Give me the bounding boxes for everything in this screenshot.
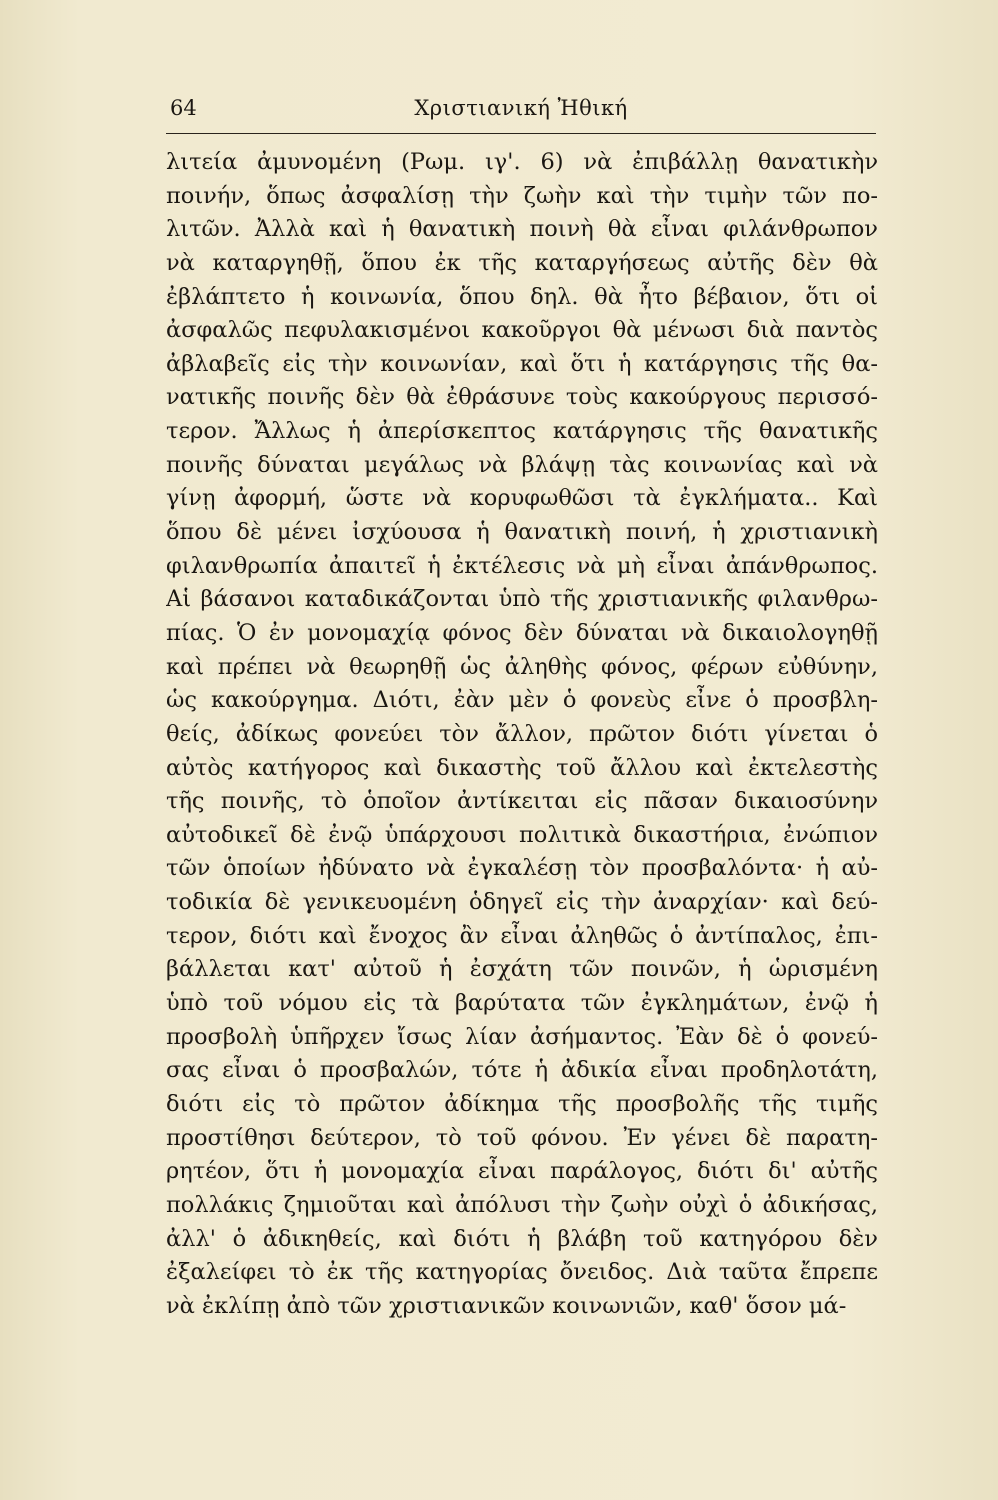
text-line: διότι εἰς τὸ πρῶτον ἀδίκημα τῆς προσβολῆς τῆς τιμῆς [166,1090,878,1117]
text-line: νὰ ἐκλίπῃ ἀπὸ τῶν χριστιανικῶν κοινωνιῶν, καθ' ὅσον μά- [166,1292,847,1319]
text-line: νατικῆς ποινῆς δὲν θὰ ἐθράσυνε τοὺς κακούργους περισσό- [166,384,878,411]
text-line: ρητέον, ὅτι ἡ μονομαχία εἶναι παράλογος, διότι δι' αὐτῆς [166,1158,878,1185]
text-line: καὶ πρέπει νὰ θεωρηθῇ ὡς ἀληθὴς φόνος, φέρων εὐθύνην, [166,653,878,680]
text-line: γίνῃ ἀφορμή, ὥστε νὰ κορυφωθῶσι τὰ ἐγκλήματα.. Καὶ [166,485,878,512]
text-line: ὑπὸ τοῦ νόμου εἰς τὰ βαρύτατα τῶν ἐγκλημάτων, ἐνῷ ἡ [166,990,878,1017]
text-line: ἐβλάπτετο ἡ κοινωνία, ὅπου δηλ. θὰ ἦτο βέβαιον, ὅτι οἱ [166,283,878,310]
text-line: τῶν ὁποίων ἠδύνατο νὰ ἐγκαλέσῃ τὸν προσβαλόντα· ἡ αὐ- [166,855,878,882]
text-line: ἐξαλείφει τὸ ἐκ τῆς κατηγορίας ὄνειδος. Διὰ ταῦτα ἔπρεπε [166,1259,878,1286]
text-line: προσβολὴ ὑπῆρχεν ἴσως λίαν ἀσήμαντος. Ἐὰν δὲ ὁ φονεύ- [166,1023,878,1050]
text-line: φιλανθρωπία ἀπαιτεῖ ἡ ἐκτέλεσις νὰ μὴ εἶναι ἀπάνθρωπος. [166,552,878,579]
text-line: Αἱ βάσανοι καταδικάζονται ὑπὸ τῆς χριστιανικῆς φιλανθρω- [166,586,878,613]
text-line: τῆς ποινῆς, τὸ ὁποῖον ἀντίκειται εἰς πᾶσαν δικαιοσύνην [166,788,878,815]
page-number: 64 [170,96,197,120]
text-line: ἀλλ' ὁ ἀδικηθείς, καὶ διότι ἡ βλάβη τοῦ κατηγόρου δὲν [166,1225,878,1252]
text-line: ὅπου δὲ μένει ἰσχύουσα ἡ θανατικὴ ποινή, ἡ χριστιανικὴ [166,519,878,546]
text-line: λιτῶν. Ἀλλὰ καὶ ἡ θανατικὴ ποινὴ θὰ εἶναι φιλάνθρωπον [166,216,878,243]
text-line: θείς, ἀδίκως φονεύει τὸν ἄλλον, πρῶτον διότι γίνεται ὁ [166,720,878,747]
text-line: τοδικία δὲ γενικευομένη ὁδηγεῖ εἰς τὴν ἀναρχίαν· καὶ δεύ- [166,889,878,916]
text-line: τερον. Ἄλλως ἡ ἀπερίσκεπτος κατάργησις τῆς θανατικῆς [166,418,878,445]
text-line: ποινῆς δύναται μεγάλως νὰ βλάψῃ τὰς κοινωνίας καὶ νὰ [166,451,878,478]
text-line: βάλλεται κατ' αὐτοῦ ἡ ἐσχάτη τῶν ποινῶν, ἡ ὡρισμένη [166,956,878,983]
text-line: αὐτὸς κατήγορος καὶ δικαστὴς τοῦ ἄλλου καὶ ἐκτελεστὴς [166,754,878,781]
text-line: ἀσφαλῶς πεφυλακισμένοι κακοῦργοι θὰ μένωσι διὰ παντὸς [166,317,878,344]
text-line: πίας. Ὁ ἐν μονομαχίᾳ φόνος δὲν δύναται νὰ δικαιολογηθῇ [166,619,878,646]
text-line: ἀβλαβεῖς εἰς τὴν κοινωνίαν, καὶ ὅτι ἡ κατάργησις τῆς θα- [166,350,878,377]
text-line: νὰ καταργηθῇ, ὅπου ἐκ τῆς καταργήσεως αὐτῆς δὲν θὰ [166,249,878,276]
running-title: Χριστιανική Ἠθική [414,96,628,120]
text-line: αὐτοδικεῖ δὲ ἐνῷ ὑπάρχουσι πολιτικὰ δικαστήρια, ἐνώπιον [166,821,878,848]
body-text [166,146,878,1323]
text-line: πολλάκις ζημιοῦται καὶ ἀπόλυσι τὴν ζωὴν οὐχὶ ὁ ἀδικήσας, [166,1191,878,1218]
header-rule [166,133,876,134]
page-header [166,96,876,132]
text-line: ποινήν, ὅπως ἀσφαλίσῃ τὴν ζωὴν καὶ τὴν τιμὴν τῶν πο- [166,182,878,209]
text-line: ὡς κακούργημα. Διότι, ἐὰν μὲν ὁ φονεὺς εἶνε ὁ προσβλη- [166,687,878,714]
text-line: τερον, διότι καὶ ἔνοχος ἂν εἶναι ἀληθῶς ὁ ἀντίπαλος, ἐπι- [166,922,878,949]
text-line: προστίθησι δεύτερον, τὸ τοῦ φόνου. Ἐν γένει δὲ παρατη- [166,1124,878,1151]
text-line: σας εἶναι ὁ προσβαλών, τότε ἡ ἀδικία εἶναι προδηλοτάτη, [166,1057,878,1084]
text-line: λιτεία ἀμυνομένη (Ρωμ. ιγ'. 6) νὰ ἐπιβάλλῃ θανατικὴν [166,149,878,175]
